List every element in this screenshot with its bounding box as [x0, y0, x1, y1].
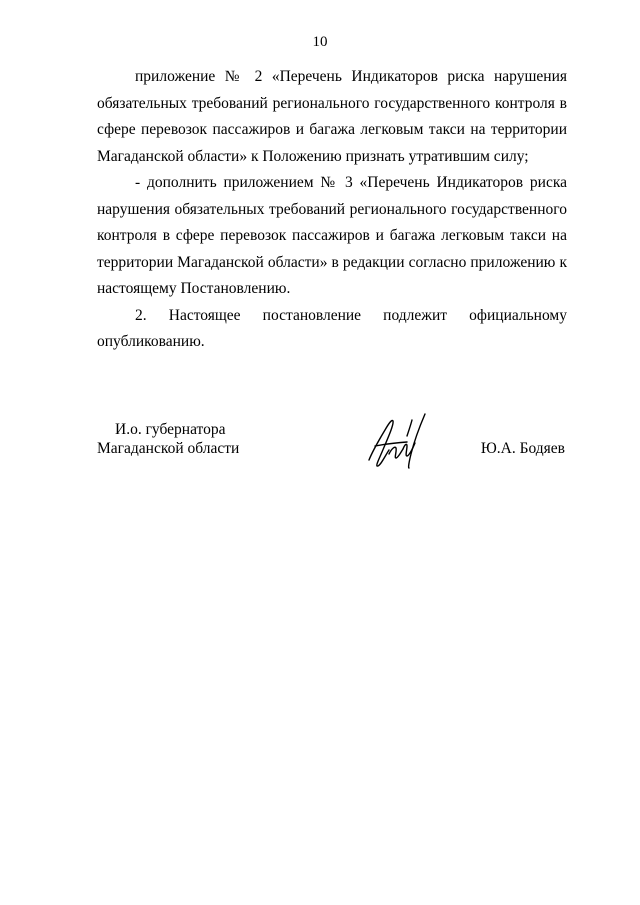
signature-block: [97, 420, 567, 480]
paragraph-appendix-3: - дополнить приложением № 3 «Перечень Индикаторов риска нарушения обязательных требований регионального государственного контроля в сфере перевозок пассажиров и багажа легковым такси на территории Магаданской области» в редакции согласно приложению к настоящему Постановлению.: [97, 174, 567, 297]
signer-name: Ю.А. Бодяев: [480, 440, 565, 457]
handwritten-signature: [365, 410, 435, 472]
signer-title-line1: И.о. губернатора: [115, 421, 226, 438]
signer-title: [97, 420, 239, 458]
signer-title-line2: Магаданской области: [97, 440, 240, 457]
document-body: [97, 64, 567, 356]
paragraph-appendix-2: приложение № 2 «Перечень Индикаторов риска нарушения обязательных требований регионального государственного контроля в сфере перевозок пассажиров и багажа легковым такси на территории Магаданской области» к Положению признать утратившим силу;: [97, 68, 567, 165]
page-number: 10: [312, 34, 328, 50]
paragraph-publication: 2. Настоящее постановление подлежит официальному опубликованию.: [97, 306, 567, 350]
